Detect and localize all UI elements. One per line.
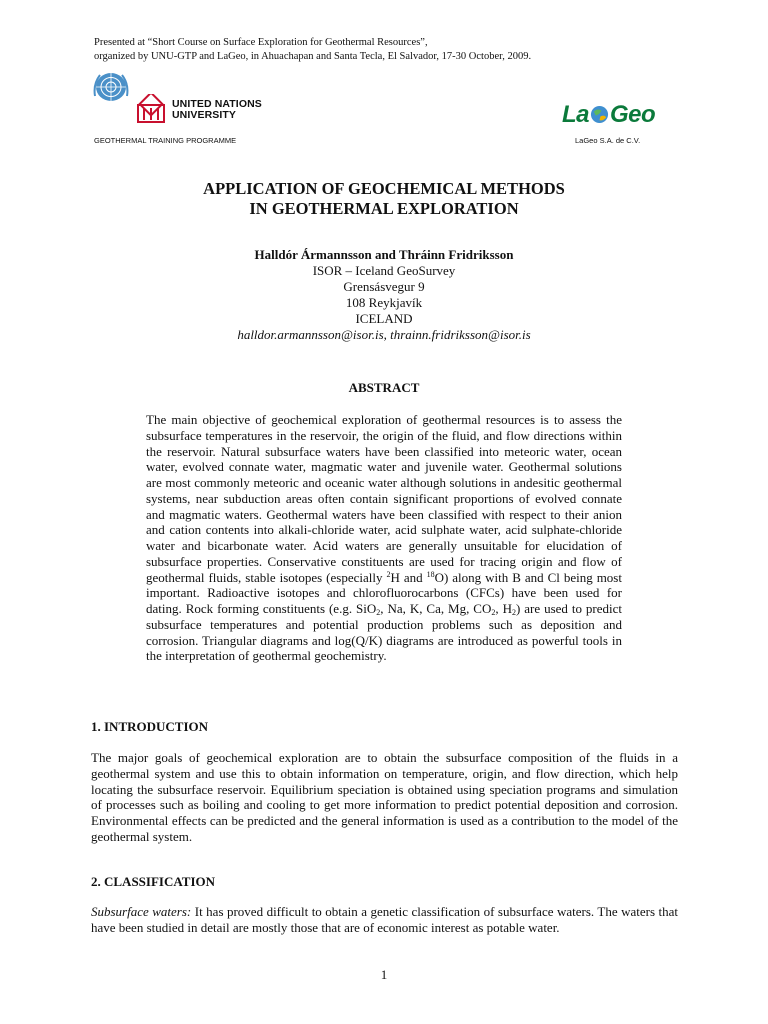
country: ICELAND: [355, 311, 413, 326]
classification-text: Subsurface waters: It has proved difficult to obtain a genetic classification of subsurface waters. The waters that have been studied in detail are mostly those that are of economic interest as potable water.: [91, 904, 678, 935]
lageo-right: Geo: [610, 101, 656, 128]
unu-line-1: UNITED NATIONS: [172, 98, 262, 110]
header-line-1: Presented at “Short Course on Surface Exploration for Geothermal Resources”,: [94, 37, 428, 48]
author-emails: halldor.armannsson@isor.is, thrainn.fridriksson@isor.is: [237, 327, 531, 342]
unu-logo-icon: [136, 94, 166, 124]
abstract-text: The main objective of geochemical exploration of geothermal resources is to assess the subsurface temperatures in the reservoir, the origin of the fluid, and flow directions within the reservoir. Natural subsurface waters have been classified into meteoric water, ocean water, evolved connate water, magmatic water and juvenile water. Geothermal solutions are most commonly meteoric and oceanic water although solutions in andesitic geothermal systems, near subduction areas often contain significant proportions of evolved connate and magmatic waters. Geothermal waters have been classified with respect to their anion and cation contents into alkali-chloride water, acid sulphate water, acid sulphate-chloride water and bicarbonate water. Acid waters are generally unsuitable for elucidation of subsurface properties. Conservative constituents are used for tracing origin and flow of geothermal fluids, stable isotopes (especially $^2$H and $^{18}$O) along with B and Cl being most important. Radioactive isotopes and chlorofluorocarbons (CFCs) have been used for dating. Rock forming constituents (e.g. SiO$_2$, Na, K, Ca, Mg, $CO_2$, $H_2$) are used to predict subsurface temperatures and potential production problems such as deposition and corrosion. Triangular diagrams and log(Q/K) diagrams are introduced as powerful tools in the interpretation of geothermal geochemistry.: [146, 412, 623, 664]
unu-wordmark: [172, 99, 262, 121]
paper-title: [0, 179, 768, 219]
city: 108 Reykjavík: [345, 295, 423, 310]
affiliation: ISOR – Iceland GeoSurvey: [312, 263, 456, 278]
classification-lead: Subsurface waters:: [91, 904, 192, 919]
lageo-logo: [562, 101, 655, 129]
unu-line-2: UNIVERSITY: [172, 109, 237, 121]
introduction-heading: 1. INTRODUCTION: [91, 719, 209, 734]
introduction-text: The major goals of geochemical exploration are to obtain the subsurface composition of the fluids in a geothermal system and use this to obtain information on temperature, origin, and flow direction, which help locating the subsurface reservoir. Equilibrium speciation is obtained using speciation programs and simulation of processes such as boiling and cooling to get more information to predict potential deposition and corrosion. Environmental effects can be predicted and the general information is used as a contribution to the model of the geothermal system.: [91, 750, 678, 844]
globe-icon: [590, 105, 609, 124]
header-line-2: organized by UNU-GTP and LaGeo, in Ahuachapan and Santa Tecla, El Salvador, 17-30 October, 2009.: [94, 51, 532, 62]
lageo-left: La: [562, 101, 590, 128]
abstract-heading: ABSTRACT: [348, 380, 420, 395]
title-line-1: APPLICATION OF GEOCHEMICAL METHODS: [203, 179, 565, 198]
classification-heading: 2. CLASSIFICATION: [91, 874, 216, 889]
author-block: [0, 247, 768, 343]
page-number: 1: [380, 967, 388, 982]
author-names: Halldór Ármannsson and Thráinn Fridriksson: [254, 247, 514, 262]
lageo-company: LaGeo S.A. de C.V.: [575, 136, 641, 145]
title-line-2: IN GEOTHERMAL EXPLORATION: [249, 199, 519, 218]
program-name: GEOTHERMAL TRAINING PROGRAMME: [94, 136, 237, 145]
street: Grensásvegur 9: [343, 279, 425, 294]
un-emblem-icon: [92, 70, 130, 104]
